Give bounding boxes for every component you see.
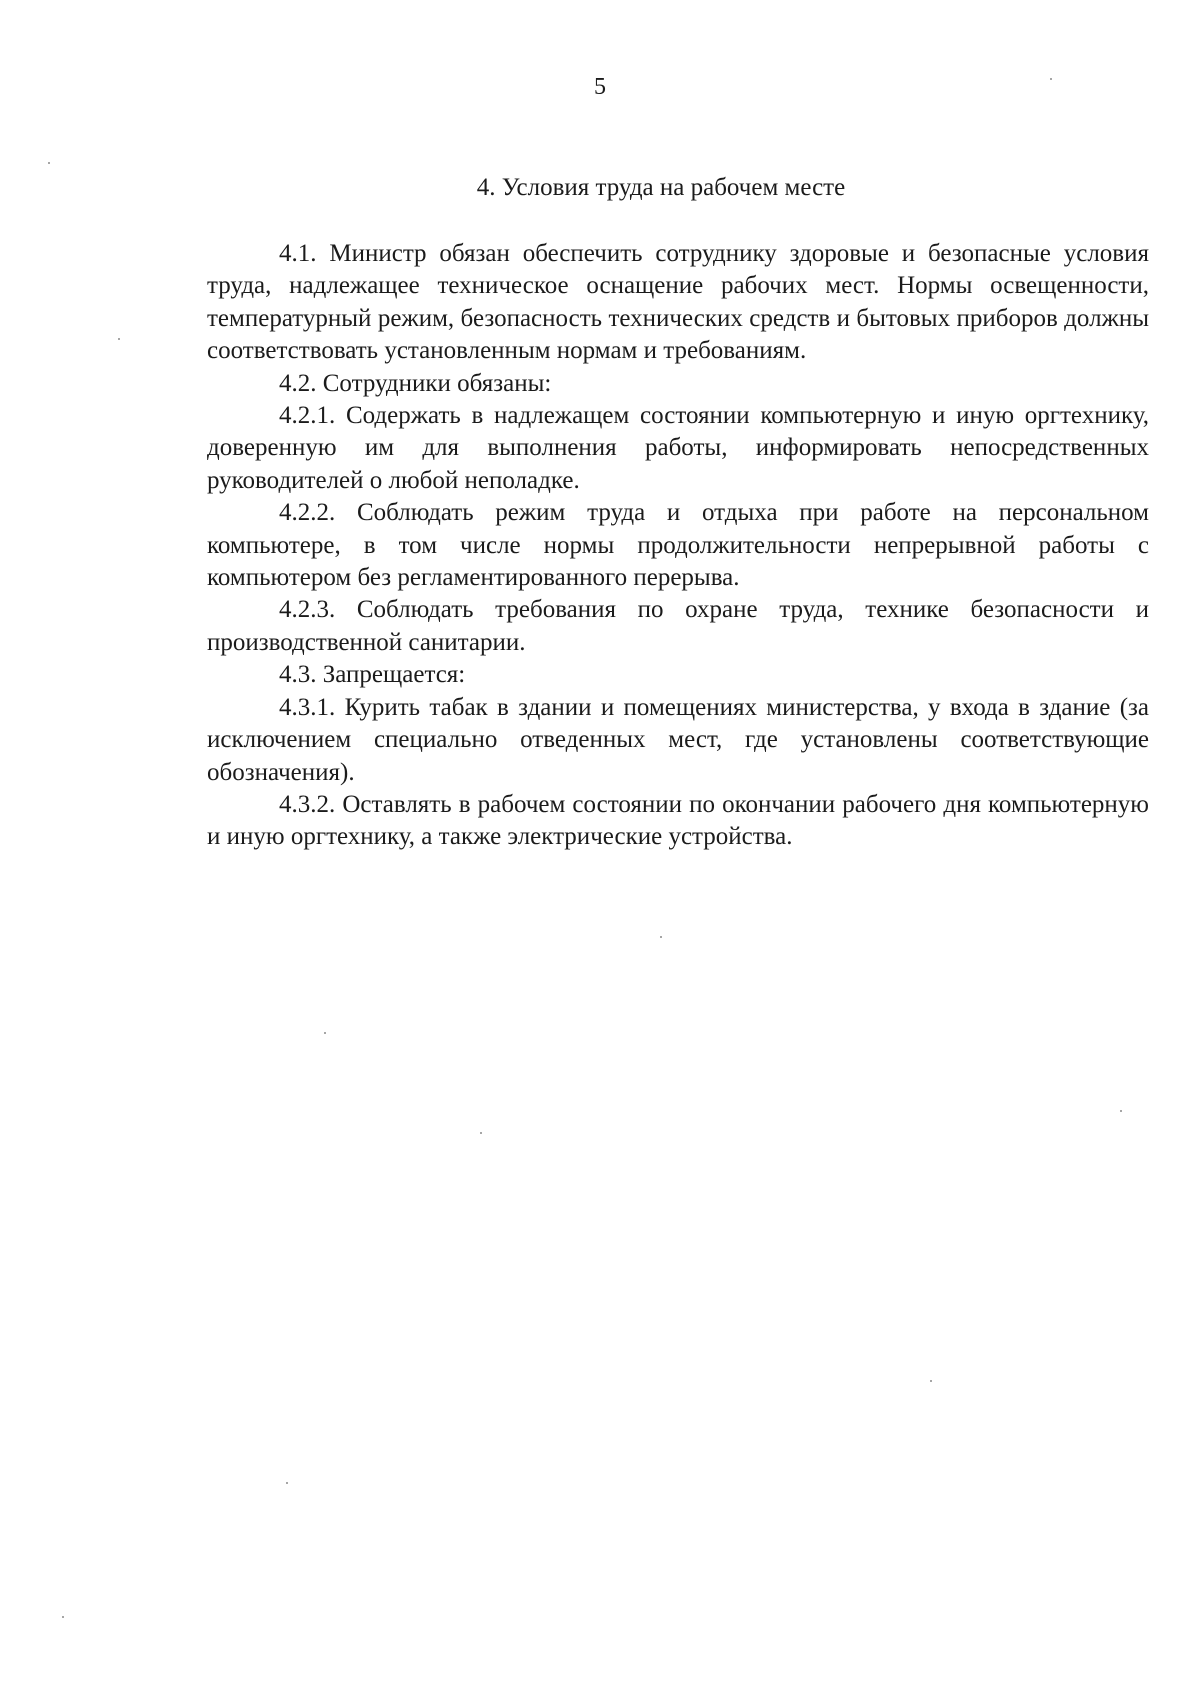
page-number: 5 xyxy=(594,74,606,100)
scan-speck xyxy=(324,1032,326,1034)
scan-speck xyxy=(660,936,662,938)
paragraph-4-3: 4.3. Запрещается: xyxy=(279,661,466,689)
scan-speck xyxy=(118,338,120,340)
scan-speck xyxy=(62,1616,64,1618)
paragraph-4-2-3: 4.2.3. Соблюдать требования по охране труда, технике безопасности и производственной санитарии. xyxy=(207,596,1149,656)
paragraph-4-1: 4.1. Министр обязан обеспечить сотруднику здоровые и безопасные условия труда, надлежащее техническое оснащение рабочих мест. Нормы освещенности, температурный режим, безопасность технических средств и бытовых приборов должны соответствовать установленным нормам и требованиям. xyxy=(207,240,1149,365)
paragraph-4-2-1: 4.2.1. Содержать в надлежащем состоянии компьютерную и иную оргтехнику, доверенную им для выполнения работы, информировать непосредственных руководителей о любой неполадке. xyxy=(207,402,1149,494)
section-body xyxy=(207,238,1149,854)
section-heading: 4. Условия труда на рабочем месте xyxy=(476,174,846,201)
scan-speck xyxy=(1120,1110,1122,1112)
paragraph-4-3-1: 4.3.1. Курить табак в здании и помещениях министерства, у входа в здание (за исключением специально отведенных мест, где установлены соответствующие обозначения). xyxy=(207,693,1149,786)
scan-speck xyxy=(286,1482,288,1484)
paragraph-4-2: 4.2. Сотрудники обязаны: xyxy=(279,369,552,397)
paragraph-4-2-2: 4.2.2. Соблюдать режим труда и отдыха при работе на персональном компьютере, в том числе нормы продолжительности непрерывной работы с компьютером без регламентированного перерыва. xyxy=(207,499,1149,592)
scan-speck xyxy=(480,1132,482,1134)
scan-speck xyxy=(1050,78,1052,80)
scan-speck xyxy=(930,1380,932,1382)
paragraph-4-3-2: 4.3.2. Оставлять в рабочем состоянии по окончании рабочего дня компьютерную и иную оргтехнику, а также электрические устройства. xyxy=(207,790,1149,851)
scan-speck xyxy=(48,162,50,164)
